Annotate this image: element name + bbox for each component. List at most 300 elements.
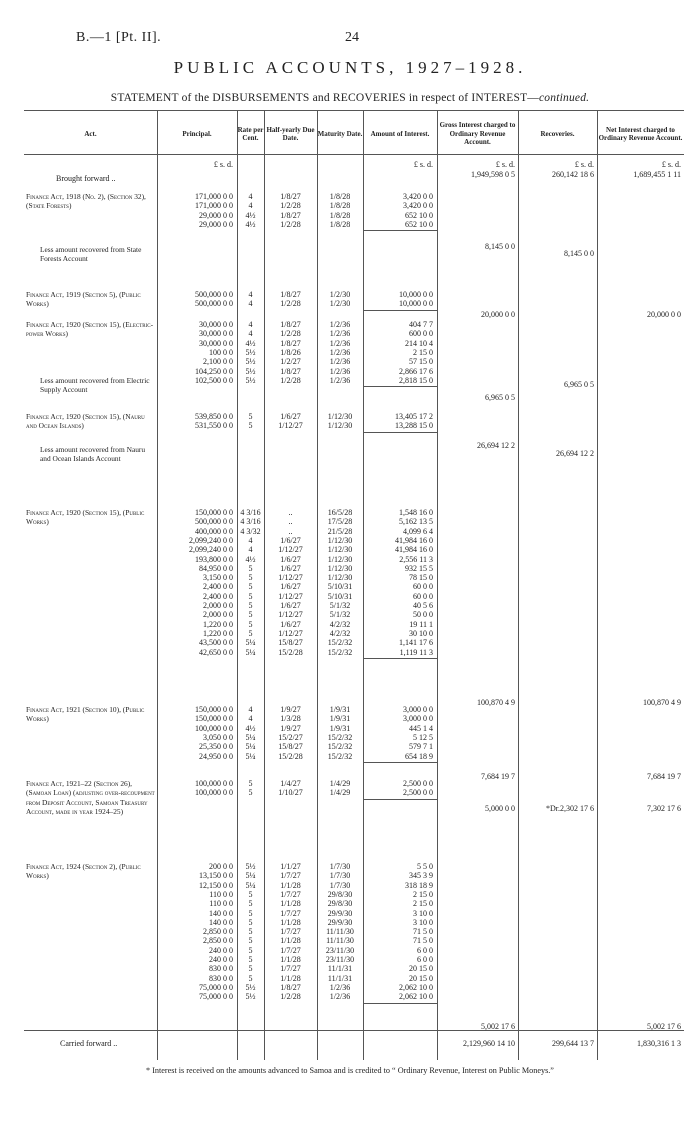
column-rule	[437, 110, 438, 1060]
table-cell: 140 0 0	[209, 917, 233, 927]
table-header-rule	[24, 154, 684, 155]
table-cell: 1/2/36	[329, 329, 351, 339]
table-cell: 5	[248, 601, 253, 610]
table-cell: 1/1/28	[280, 955, 301, 964]
table-cell: 1/12/30	[327, 554, 353, 564]
table-cell: 579 7 1	[409, 742, 433, 752]
recoveries-value: 8,145 0 0	[564, 249, 594, 258]
table-cell: 1,220 0 0	[203, 619, 233, 629]
less-recovered-label: Less amount recovered from Nauru and Ocean Islands Account	[40, 445, 146, 464]
table-cell: 2 15 0	[413, 899, 433, 909]
table-cell: 652 10 0	[405, 210, 433, 220]
table-cell: 1/2/36	[329, 357, 351, 367]
table-cell: 214 10 4	[405, 338, 433, 348]
table-cell: 5½	[245, 982, 256, 992]
table-cell: 3 10 0	[413, 917, 433, 927]
table-cell: 1/8/28	[329, 219, 351, 229]
table-cell: 5	[248, 973, 253, 983]
table-cell: 5	[248, 899, 253, 909]
less-recovered-label: Less amount recovered from Electric Supply Account	[40, 376, 150, 395]
table-cell: 1/8/27	[280, 338, 301, 348]
table-cell: 15/2/28	[278, 647, 303, 657]
table-cell: 5,162 13 5	[399, 517, 433, 527]
table-cell: 4	[248, 320, 253, 329]
table-cell: 4	[248, 714, 253, 724]
gross-interest-value: 6,965 0 5	[485, 393, 515, 402]
table-cell: 1/8/27	[280, 290, 301, 299]
table-cell: 15/2/32	[327, 751, 353, 761]
table-cell: 5/1/32	[329, 601, 351, 610]
table-cell: 2,850 0 0	[203, 936, 233, 946]
table-cell: 4	[248, 545, 253, 555]
table-cell: 10,000 0 0	[399, 290, 433, 299]
table-cell: ..	[288, 517, 293, 527]
table-cell: 16/5/28	[327, 508, 353, 517]
sum-rule	[363, 310, 437, 311]
table-cell: 1/3/28	[280, 714, 301, 724]
unit-net: £ s. d.	[661, 160, 681, 169]
table-cell: 445 1 4	[409, 723, 433, 733]
table-cell: 4½	[245, 554, 256, 564]
table-cell: 318 18 9	[405, 880, 433, 890]
col-header-act: Act.	[84, 129, 97, 138]
table-cell: 5	[248, 619, 253, 629]
table-cell: 1,119 11 3	[399, 647, 433, 657]
table-cell: 600 0 0	[409, 329, 433, 339]
table-cell: 15/2/28	[278, 751, 303, 761]
table-cell: 1,141 17 6	[399, 638, 433, 648]
table-cell: 1/12/27	[278, 421, 303, 431]
table-cell: 1/12/30	[327, 563, 353, 573]
gross-interest-value: 7,684 19 7	[481, 772, 515, 781]
table-cell: 4	[248, 299, 253, 309]
recoveries-value: 6,965 0 5	[564, 380, 594, 389]
table-cell: 1/1/28	[280, 973, 301, 983]
table-cell: 5¼	[245, 742, 256, 752]
net-interest-value: 5,002 17 6	[647, 1022, 681, 1031]
table-cell: 100,000 0 0	[195, 723, 233, 733]
table-cell: 1/12/27	[278, 545, 303, 555]
table-cell: 2 15 0	[413, 347, 433, 357]
table-cell: 30,000 0 0	[199, 320, 233, 329]
table-cell: 5½	[245, 375, 256, 385]
table-cell: 11/11/30	[326, 936, 354, 946]
table-cell: 1/12/27	[278, 573, 303, 583]
column-rule	[597, 110, 598, 1060]
table-cell: 20 15 0	[409, 964, 433, 974]
table-cell: 5½	[245, 862, 256, 871]
table-cell: 5½	[245, 366, 256, 376]
table-cell: 24,950 0 0	[199, 751, 233, 761]
table-cell: 400,000 0 0	[195, 526, 233, 536]
table-cell: 5 5 0	[417, 862, 433, 871]
table-cell: 1/2/28	[280, 375, 301, 385]
table-cell: 1/2/27	[280, 357, 301, 367]
sum-rule	[363, 230, 437, 231]
table-cell: 1/2/30	[329, 290, 351, 299]
act-name: Finance Act, 1919 (Section 5), (Public Works)	[26, 290, 141, 309]
table-cell: 1/12/27	[278, 591, 303, 601]
table-cell: 1/12/30	[327, 545, 353, 555]
table-cell: 1/8/27	[280, 366, 301, 376]
table-cell: 500,000 0 0	[195, 517, 233, 527]
table-cell: 29/9/30	[327, 908, 353, 918]
unit-recoveries: £ s. d.	[574, 160, 594, 169]
table-cell: 4	[248, 201, 253, 211]
table-cell: 100 0 0	[209, 347, 233, 357]
table-cell: 150,000 0 0	[195, 508, 233, 517]
table-cell: 4	[248, 705, 253, 714]
table-cell: 1/4/27	[280, 779, 301, 788]
table-cell: 240 0 0	[209, 945, 233, 955]
table-cell: 11/1/31	[327, 964, 353, 974]
col-header-recoveries: Recoveries.	[540, 129, 575, 138]
table-cell: 5	[248, 610, 253, 620]
table-cell: 4 3/32	[240, 526, 261, 536]
table-cell: 140 0 0	[209, 908, 233, 918]
table-cell: 29/9/30	[327, 917, 353, 927]
col-header-amount: Amount of Interest.	[370, 129, 430, 138]
table-cell: 5¼	[245, 871, 256, 881]
table-cell: 71 5 0	[413, 936, 433, 946]
gross-interest-value: 5,000 0 0	[485, 804, 515, 813]
net-interest-value: 20,000 0 0	[647, 310, 681, 319]
table-cell: 1/2/30	[329, 299, 351, 309]
table-cell: 43,500 0 0	[199, 638, 233, 648]
table-cell: 1/4/29	[329, 779, 351, 788]
unit-principal: £ s. d.	[213, 160, 233, 169]
table-cell: 1/10/27	[278, 788, 303, 798]
table-cell: 5	[248, 563, 253, 573]
table-cell: 1/6/27	[280, 563, 301, 573]
table-cell: 1/2/36	[329, 992, 351, 1002]
table-cell: 15/8/27	[278, 638, 303, 648]
table-cell: 5/10/31	[327, 582, 353, 592]
gross-interest-value: 5,002 17 6	[481, 1022, 515, 1031]
table-cell: 5	[248, 779, 253, 788]
table-cell: 1/8/27	[280, 192, 301, 201]
table-cell: 29,000 0 0	[199, 210, 233, 220]
table-cell: 2,400 0 0	[203, 591, 233, 601]
sum-rule	[363, 762, 437, 763]
col-header-half-yearly: Half-yearly Due Date.	[266, 125, 315, 142]
table-cell: 104,250 0 0	[195, 366, 233, 376]
table-cell: 1/1/28	[280, 880, 301, 890]
table-cell: 1/4/29	[329, 788, 351, 798]
table-cell: 3,420 0 0	[403, 192, 433, 201]
table-cell: 1/9/27	[280, 705, 301, 714]
table-cell: 4/2/32	[329, 628, 351, 638]
table-cell: 4½	[245, 210, 256, 220]
table-cell: 20 15 0	[409, 973, 433, 983]
table-cell: 1/9/31	[329, 714, 351, 724]
table-cell: 5/1/32	[329, 610, 351, 620]
table-cell: 50 0 0	[413, 610, 433, 620]
table-cell: 75,000 0 0	[199, 992, 233, 1002]
table-cell: 4 3/16	[240, 517, 261, 527]
table-cell: 5	[248, 412, 253, 421]
table-cell: 4½	[245, 338, 256, 348]
table-cell: 2,556 11 3	[399, 554, 433, 564]
table-cell: 1/9/27	[280, 723, 301, 733]
interest-table	[24, 110, 684, 1060]
table-cell: 5/10/31	[327, 591, 353, 601]
carried-forward-label: Carried forward ..	[60, 1039, 118, 1048]
table-cell: 1,220 0 0	[203, 628, 233, 638]
table-cell: 654 18 9	[405, 751, 433, 761]
table-cell: ..	[288, 526, 293, 536]
table-cell: 932 15 5	[405, 563, 433, 573]
table-cell: 171,000 0 0	[195, 201, 233, 211]
table-cell: 1/2/28	[280, 219, 301, 229]
carried-forward-recoveries: 299,644 13 7	[552, 1039, 594, 1048]
table-cell: 5	[248, 927, 253, 937]
table-cell: 5¼	[245, 647, 256, 657]
table-cell: 1/2/28	[280, 201, 301, 211]
table-cell: 830 0 0	[209, 973, 233, 983]
table-cell: 2,099,240 0 0	[189, 545, 233, 555]
table-cell: 1/9/31	[329, 723, 351, 733]
table-cell: 5 12 5	[413, 732, 433, 742]
table-cell: 1/8/27	[280, 982, 301, 992]
table-cell: 10,000 0 0	[399, 299, 433, 309]
less-recovered-label: Less amount recovered from State Forests Account	[40, 245, 142, 264]
page-number: 24	[345, 30, 359, 45]
table-cell: 1/6/27	[280, 554, 301, 564]
table-cell: 1/8/28	[329, 201, 351, 211]
table-cell: 75,000 0 0	[199, 982, 233, 992]
table-cell: 4	[248, 192, 253, 201]
table-cell: 110 0 0	[209, 889, 233, 899]
table-cell: 4 3/16	[240, 508, 261, 517]
table-cell: 1/2/36	[329, 366, 351, 376]
table-cell: 404 7 7	[409, 320, 433, 329]
table-cell: 30,000 0 0	[199, 329, 233, 339]
table-cell: 1/1/28	[280, 899, 301, 909]
sum-rule	[363, 1003, 437, 1004]
subtitle-prefix: STATEMENT of the DISBURSEMENTS and RECOVERIES in respect of INTEREST—	[110, 92, 539, 104]
table-cell: 5½	[245, 347, 256, 357]
recoveries-value: 26,694 12 2	[556, 449, 594, 458]
table-cell: 1/2/36	[329, 338, 351, 348]
table-cell: 110 0 0	[209, 899, 233, 909]
table-cell: 1/12/27	[278, 628, 303, 638]
table-cell: 1/2/36	[329, 375, 351, 385]
table-cell: 1/6/27	[280, 535, 301, 545]
table-cell: ..	[288, 508, 293, 517]
col-header-maturity: Maturity Date.	[317, 129, 363, 138]
table-cell: 15/8/27	[278, 742, 303, 752]
table-cell: 40 5 6	[413, 601, 433, 610]
table-cell: 5	[248, 908, 253, 918]
table-cell: 2,100 0 0	[203, 357, 233, 367]
brought-forward-net: 1,689,455 1 11	[633, 170, 681, 179]
table-cell: 2,000 0 0	[203, 601, 233, 610]
act-name: Finance Act, 1924 (Section 2), (Public Works)	[26, 862, 141, 881]
act-name: Finance Act, 1921–22 (Section 26), (Samoan Loan) (adjusting over-recoupment from Deposit Account, Samoan Treasury Account, made in year 1924–25)	[26, 779, 155, 816]
table-cell: 2,500 0 0	[403, 779, 433, 788]
table-cell: 30 10 0	[409, 628, 433, 638]
table-cell: 19 11 1	[409, 619, 433, 629]
table-cell: 1/8/28	[329, 192, 351, 201]
table-cell: 1/8/26	[280, 347, 301, 357]
table-cell: 500,000 0 0	[195, 299, 233, 309]
table-cell: 25,350 0 0	[199, 742, 233, 752]
table-cell: 1/7/27	[280, 964, 301, 974]
brought-forward-recoveries: 260,142 18 6	[552, 170, 594, 179]
table-cell: 5	[248, 936, 253, 946]
brought-forward-gross: 1,949,598 0 5	[471, 170, 515, 179]
statement-subtitle	[0, 92, 700, 104]
table-cell: 500,000 0 0	[195, 290, 233, 299]
table-cell: 1/7/27	[280, 945, 301, 955]
table-cell: 4,099 6 4	[403, 526, 433, 536]
table-cell: 5	[248, 788, 253, 798]
table-cell: 171,000 0 0	[195, 192, 233, 201]
table-cell: 1/8/27	[280, 320, 301, 329]
table-cell: 41,984 16 0	[395, 535, 433, 545]
table-cell: 13,150 0 0	[199, 871, 233, 881]
table-cell: 1/12/30	[327, 535, 353, 545]
act-name: Finance Act, 1918 (No. 2), (Section 32), (State Forests)	[26, 192, 146, 211]
table-cell: 2,099,240 0 0	[189, 535, 233, 545]
table-cell: 539,850 0 0	[195, 412, 233, 421]
act-name: Finance Act, 1920 (Section 15), (Public Works)	[26, 508, 145, 527]
table-cell: 1/9/31	[329, 705, 351, 714]
brought-forward-label: Brought forward ..	[56, 174, 116, 183]
table-cell: 830 0 0	[209, 964, 233, 974]
carried-forward-net: 1,830,316 1 3	[637, 1039, 681, 1048]
table-cell: 5¼	[245, 638, 256, 648]
table-cell: 1/7/27	[280, 871, 301, 881]
table-cell: 1/1/28	[280, 917, 301, 927]
table-cell: 1/8/28	[329, 210, 351, 220]
table-bottom-rule	[24, 1030, 684, 1031]
table-cell: 2,850 0 0	[203, 927, 233, 937]
table-cell: 23/11/30	[325, 955, 355, 964]
table-cell: 5	[248, 945, 253, 955]
table-cell: 1/6/27	[280, 601, 301, 610]
table-cell: 12,150 0 0	[199, 880, 233, 890]
table-cell: 1/7/27	[280, 927, 301, 937]
table-cell: 1/12/30	[327, 421, 353, 431]
table-cell: 1/2/28	[280, 992, 301, 1002]
table-cell: 1/7/27	[280, 889, 301, 899]
table-cell: 1/12/30	[327, 412, 353, 421]
table-cell: 5	[248, 591, 253, 601]
carried-forward-gross: 2,129,960 14 10	[463, 1039, 515, 1048]
table-cell: 1/1/27	[280, 862, 301, 871]
table-cell: 6 0 0	[417, 955, 433, 964]
col-header-principal: Principal.	[182, 129, 212, 138]
table-cell: 1/7/30	[329, 880, 351, 890]
table-cell: 2,000 0 0	[203, 610, 233, 620]
unit-gross: £ s. d.	[495, 160, 515, 169]
table-cell: 652 10 0	[405, 219, 433, 229]
act-name: Finance Act, 1921 (Section 10), (Public Works)	[26, 705, 145, 724]
table-cell: 13,405 17 2	[395, 412, 433, 421]
table-cell: 71 5 0	[413, 927, 433, 937]
recoveries-value: *Dr.2,302 17 6	[546, 804, 594, 813]
table-cell: 5	[248, 889, 253, 899]
table-cell: 4½	[245, 723, 256, 733]
table-cell: 4	[248, 290, 253, 299]
table-cell: 15/2/32	[327, 742, 353, 752]
table-cell: 3,150 0 0	[203, 573, 233, 583]
table-cell: 531,550 0 0	[195, 421, 233, 431]
table-cell: 29,000 0 0	[199, 219, 233, 229]
page-title: PUBLIC ACCOUNTS, 1927–1928.	[173, 58, 527, 77]
table-cell: 42,650 0 0	[199, 647, 233, 657]
table-cell: 5	[248, 917, 253, 927]
table-cell: 1/7/30	[329, 862, 351, 871]
sum-rule	[363, 799, 437, 800]
sum-rule	[363, 386, 437, 387]
table-cell: 4	[248, 329, 253, 339]
table-cell: 13,288 15 0	[395, 421, 433, 431]
table-cell: 150,000 0 0	[195, 714, 233, 724]
table-cell: 5½	[245, 992, 256, 1002]
table-cell: 41,984 16 0	[395, 545, 433, 555]
gross-interest-value: 100,870 4 9	[477, 698, 515, 707]
subtitle-suffix: continued.	[539, 92, 590, 104]
table-cell: 11/11/30	[326, 927, 354, 937]
sum-rule	[363, 432, 437, 433]
table-cell: 4½	[245, 219, 256, 229]
table-cell: 5½	[245, 357, 256, 367]
table-cell: 2,062 10 0	[399, 982, 433, 992]
table-cell: 1/2/36	[329, 320, 351, 329]
table-cell: 102,500 0 0	[195, 375, 233, 385]
table-cell: 1,548 16 0	[399, 508, 433, 517]
table-cell: 1/7/27	[280, 908, 301, 918]
gross-interest-value: 26,694 12 2	[477, 441, 515, 450]
table-cell: 5¼	[245, 880, 256, 890]
table-cell: 2,400 0 0	[203, 582, 233, 592]
table-cell: 17/5/28	[327, 517, 353, 527]
table-cell: 193,800 0 0	[195, 554, 233, 564]
net-interest-value: 7,302 17 6	[647, 804, 681, 813]
table-cell: 1/2/28	[280, 329, 301, 339]
table-cell: 5¼	[245, 732, 256, 742]
table-cell: 4/2/32	[329, 619, 351, 629]
col-header-rate: Rate per Cent.	[237, 125, 264, 142]
table-cell: 4	[248, 535, 253, 545]
table-cell: 1/12/30	[327, 573, 353, 583]
table-cell: 2,818 15 0	[399, 375, 433, 385]
table-cell: 3 10 0	[413, 908, 433, 918]
table-cell: 1/6/27	[280, 582, 301, 592]
net-interest-value: 7,684 19 7	[647, 772, 681, 781]
col-header-net: Net Interest charged to Ordinary Revenue Account.	[598, 125, 683, 142]
table-cell: 1/1/28	[280, 936, 301, 946]
col-header-gross: Gross Interest charged to Ordinary Revenue Account.	[439, 121, 516, 147]
table-cell: 100,000 0 0	[195, 779, 233, 788]
table-cell: 2,866 17 6	[399, 366, 433, 376]
table-cell: 1/2/28	[280, 299, 301, 309]
table-cell: 3,000 0 0	[403, 705, 433, 714]
table-cell: 11/1/31	[327, 973, 353, 983]
table-cell: 5¼	[245, 751, 256, 761]
table-cell: 60 0 0	[413, 582, 433, 592]
table-cell: 15/2/32	[327, 638, 353, 648]
table-cell: 150,000 0 0	[195, 705, 233, 714]
table-cell: 78 15 0	[409, 573, 433, 583]
table-cell: 23/11/30	[325, 945, 355, 955]
table-cell: 6 0 0	[417, 945, 433, 955]
table-cell: 21/5/28	[327, 526, 353, 536]
table-cell: 1/2/36	[329, 982, 351, 992]
